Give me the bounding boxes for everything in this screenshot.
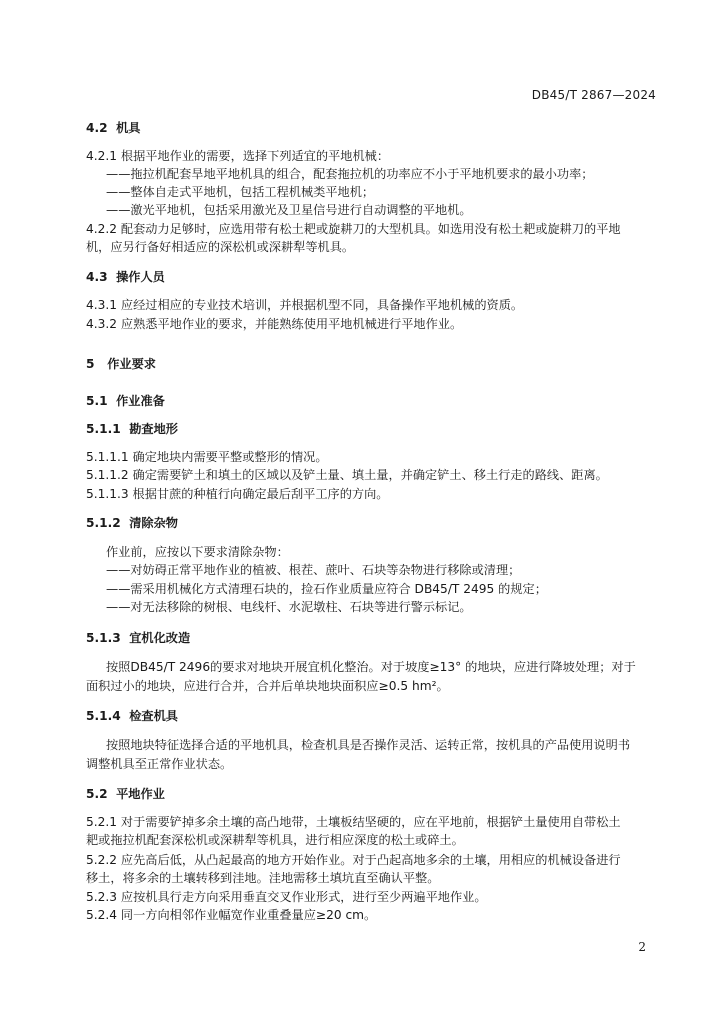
list-item: ——对无法移除的树根、电线杆、水泥墩柱、石块等进行警示标记。 — [106, 600, 472, 614]
list-item: ——整体自走式平地机，包括工程机械类平地机； — [106, 185, 375, 199]
clause-5-1-1-1: 5.1.1.1 确定地块内需要平整或整形的情况。 — [86, 450, 328, 464]
section-heading-5-2: 5.2 平地作业 — [86, 787, 165, 801]
chapter-heading-5: 5 作业要求 — [86, 357, 156, 371]
clause-5-2-3: 5.2.3 应按机具行走方向采用垂直交叉作业形式，进行至少两遍平地作业。 — [86, 890, 487, 904]
paragraph-line2: 调整机具至正常作业状态。 — [86, 757, 233, 771]
section-heading-4-3: 4.3 操作人员 — [86, 270, 165, 284]
paragraph-line2: 面积过小的地块，应进行合并，合并后单块地块面积应≥0.5 hm²。 — [86, 679, 449, 693]
clause-5-2-1-line1: 5.2.1 对于需要铲掉多余土壤的高凸地带，土壤板结坚硬的，应在平地前，根据铲土量使用自带松土 — [86, 815, 621, 829]
clause-4-2-1: 4.2.1 根据平地作业的需要，选择下列适宜的平地机械： — [86, 149, 390, 163]
subsection-heading-5-1-1: 5.1.1 勘查地形 — [86, 422, 178, 436]
clause-4-3-1: 4.3.1 应经过相应的专业技术培训，并根据机型不同，具备操作平地机械的资质。 — [86, 298, 524, 312]
subsection-heading-5-1-2: 5.1.2 清除杂物 — [86, 516, 178, 530]
paragraph-line1: 按照地块特征选择合适的平地机具，检查机具是否操作灵活、运转正常，按机具的产品使用说明书 — [106, 738, 631, 752]
subsection-heading-5-1-3: 5.1.3 宜机化改造 — [86, 631, 191, 645]
subsection-heading-5-1-4: 5.1.4 检查机具 — [86, 709, 178, 723]
paragraph: 作业前，应按以下要求清除杂物： — [106, 545, 289, 559]
clause-4-3-2: 4.3.2 应熟悉平地作业的要求，并能熟练使用平地机械进行平地作业。 — [86, 317, 463, 331]
section-heading-4-2: 4.2 机具 — [86, 121, 141, 135]
clause-4-2-2-line2: 机，应另行备好相适应的深松机或深耕犁等机具。 — [86, 240, 355, 254]
paragraph-line1: 按照DB45/T 2496的要求对地块开展宜机化整治。对于坡度≥13° 的地块，应进行降坡处理；对于 — [106, 660, 636, 674]
clause-5-2-4: 5.2.4 同一方向相邻作业幅宽作业重叠量应≥20 cm。 — [86, 908, 377, 922]
list-item: ——拖拉机配套旱地平地机具的组合，配套拖拉机的功率应不小于平地机要求的最小功率； — [106, 167, 594, 181]
clause-5-1-1-3: 5.1.1.3 根据甘蔗的种植行向确定最后刮平工序的方向。 — [86, 487, 389, 501]
page-number: 2 — [638, 940, 646, 954]
list-item: ——对妨碍正常平地作业的植被、根茬、蔗叶、石块等杂物进行移除或清理； — [106, 563, 521, 577]
clause-5-2-1-line2: 耙或拖拉机配套深松机或深耕犁等机具，进行相应深度的松土或碎土。 — [86, 833, 464, 847]
clause-5-1-1-2: 5.1.1.2 确定需要铲土和填土的区域以及铲土量、填土量，并确定铲土、移土行走的路线、距离。 — [86, 468, 608, 482]
list-item: ——激光平地机，包括采用激光及卫星信号进行自动调整的平地机。 — [106, 203, 472, 217]
section-heading-5-1: 5.1 作业准备 — [86, 394, 165, 408]
clause-5-2-2-line2: 移土，将多余的土壤转移到洼地。洼地需移土填坑直至确认平整。 — [86, 871, 440, 885]
clause-5-2-2-line1: 5.2.2 应先高后低，从凸起最高的地方开始作业。对于凸起高地多余的土壤，用相应的机械设备进行 — [86, 853, 621, 867]
clause-4-2-2-line1: 4.2.2 配套动力足够时，应选用带有松土耙或旋耕刀的大型机具。如选用没有松土耙或旋耕刀的平地 — [86, 222, 621, 236]
document-code: DB45/T 2867—2024 — [531, 88, 656, 102]
list-item: ——需采用机械化方式清理石块的，捡石作业质量应符合 DB45/T 2495 的规定； — [106, 582, 547, 596]
